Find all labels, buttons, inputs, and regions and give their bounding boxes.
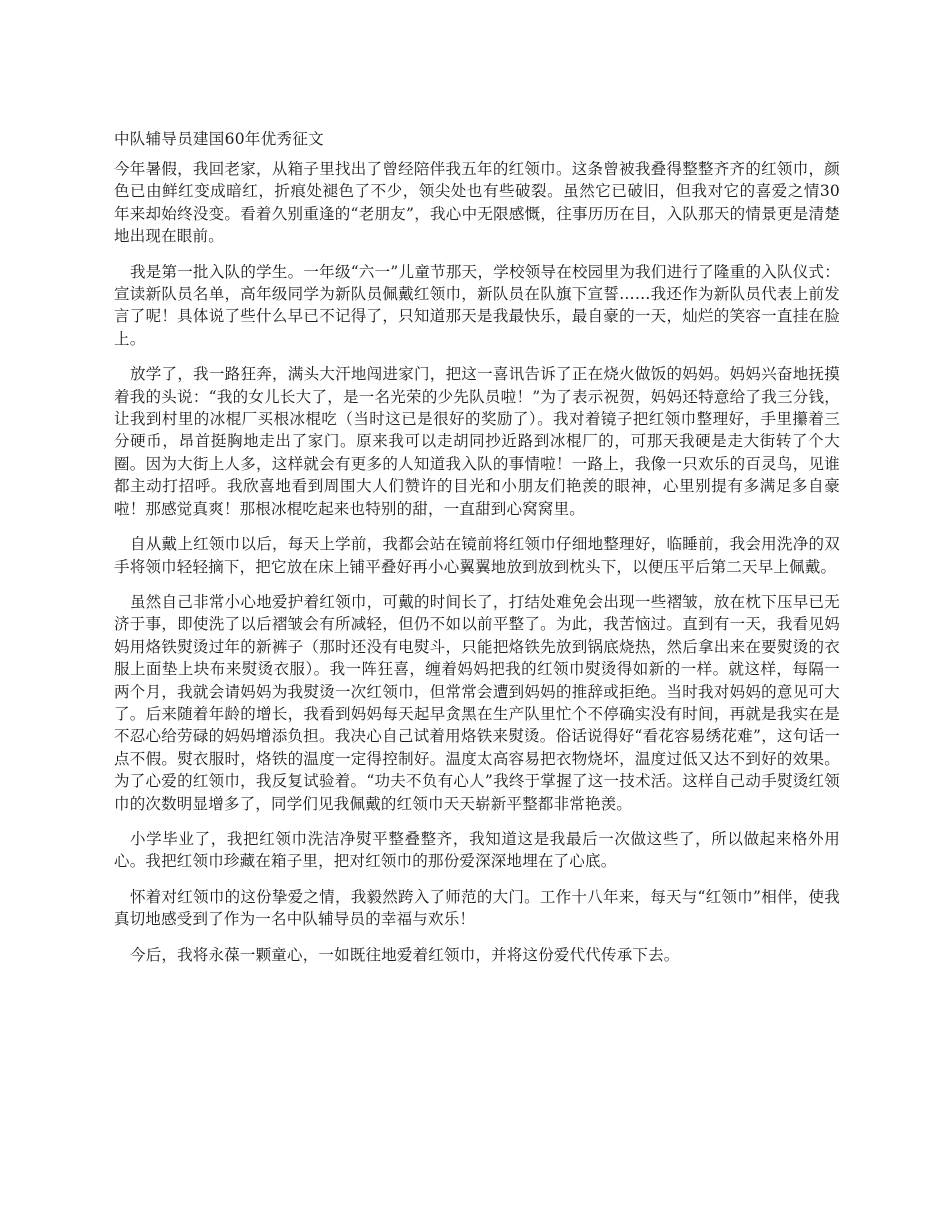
paragraph-6: 小学毕业了，我把红领巾洗洁净熨平整叠整齐，我知道这是我最后一次做这些了，所以做起来格外用心。我把红领巾珍藏在箱子里，把对红领巾的那份爱深深地埋在了心底。 [114, 829, 840, 871]
paragraph-1: 今年暑假，我回老家，从箱子里找出了曾经陪伴我五年的红领巾。这条曾被我叠得整整齐齐的红领巾，颜色已由鲜红变成暗红，折痕处褪色了不少，领尖处也有些破裂。虽然它已破旧，但我对它的喜爱之情30年来却始终没变。看着久别重逢的“老朋友”，我心中无限感慨，往事历历在目，入队那天的情景更是清楚地出现在眼前。 [114, 160, 840, 246]
paragraph-8: 今后，我将永葆一颗童心，一如既往地爱着红领巾，并将这份爱代代传承下去。 [130, 945, 680, 964]
paragraph-4: 自从戴上红领巾以后，每天上学前，我都会站在镜前将红领巾仔细地整理好，临睡前，我会用洗净的双手将领巾轻轻摘下，把它放在床上铺平叠好再小心翼翼地放到放到枕头下，以便压平后第二天早上佩戴。 [114, 535, 840, 576]
paragraph-3: 放学了，我一路狂奔，满头大汗地闯进家门，把这一喜讯告诉了正在烧火做饭的妈妈。妈妈兴奋地抚摸着我的头说：“我的女儿长大了，是一名光荣的少先队员啦！”为了表示祝贺，妈妈还特意给了我三分钱，让我到村里的冰棍厂买根冰棍吃（当时这已是很好的奖励了）。我对着镜子把红领巾整理好，手里攥着三分硬币，昂首挺胸地走出了家门。原来我可以走胡同抄近路到冰棍厂的，可那天我硬是走大街转了个大圈。因为大街上人多，这样就会有更多的人知道我入队的事情啦！一路上，我像一只欢乐的百灵鸟，见谁都主动打招呼。我欣喜地看到周围大人们赞许的目光和小朋友们艳羡的眼神，心里别提有多满足多自豪啦！那感觉真爽！那根冰棍吃起来也特别的甜，一直甜到心窝窝里。 [114, 365, 840, 518]
document-title: 中队辅导员建国60年优秀征文 [114, 130, 324, 148]
paragraph-5: 虽然自己非常小心地爱护着红领巾，可戴的时间长了，打结处难免会出现一些褶皱，放在枕下压早已无济于事，即使洗了以后褶皱会有所减轻，但仍不如以前平整了。为此，我苦恼过。直到有一天，我看见妈妈用烙铁熨烫过年的新裤子（那时还没有电熨斗，只能把烙铁先放到锅底烧热，然后拿出来在要熨烫的衣服上面垫上块布来熨烫衣服）。我一阵狂喜，缠着妈妈把我的红领巾熨烫得如新的一样。就这样，每隔一两个月，我就会请妈妈为我熨烫一次红领巾，但常常会遭到妈妈的推辞或拒绝。当时我对妈妈的意见可大了。后来随着年龄的增长，我看到妈妈每天起早贪黑在生产队里忙个不停确实没有时间，再就是我实在是不忍心给劳碌的妈妈增添负担。我决心自己试着用烙铁来熨烫。俗话说得好“看花容易绣花难”，这句话一点不假。熨衣服时，烙铁的温度一定得控制好。温度太高容易把衣物烧坏，温度过低又达不到好的效果。为了心爱的红领巾，我反复试验着。“功夫不负有心人”我终于掌握了这一技术活。这样自己动手熨烫红领巾的次数明显增多了，同学们见我佩戴的红领巾天天崭新平整都非常艳羡。 [114, 592, 840, 813]
document-page [114, 128, 840, 979]
paragraph-2: 我是第一批入队的学生。一年级“六一”儿童节那天，学校领导在校园里为我们进行了隆重的入队仪式：宣读新队员名单，高年级同学为新队员佩戴红领巾，新队员在队旗下宣誓……我还作为新队员代表上前发言了呢！具体说了些什么早已不记得了，只知道那天是我最快乐，最自豪的一天，灿烂的笑容一直挂在脸上。 [114, 262, 840, 348]
paragraph-7: 怀着对红领巾的这份挚爱之情，我毅然跨入了师范的大门。工作十八年来，每天与“红领巾”相伴，使我真切地感受到了作为一名中队辅导员的幸福与欢乐！ [114, 887, 840, 929]
